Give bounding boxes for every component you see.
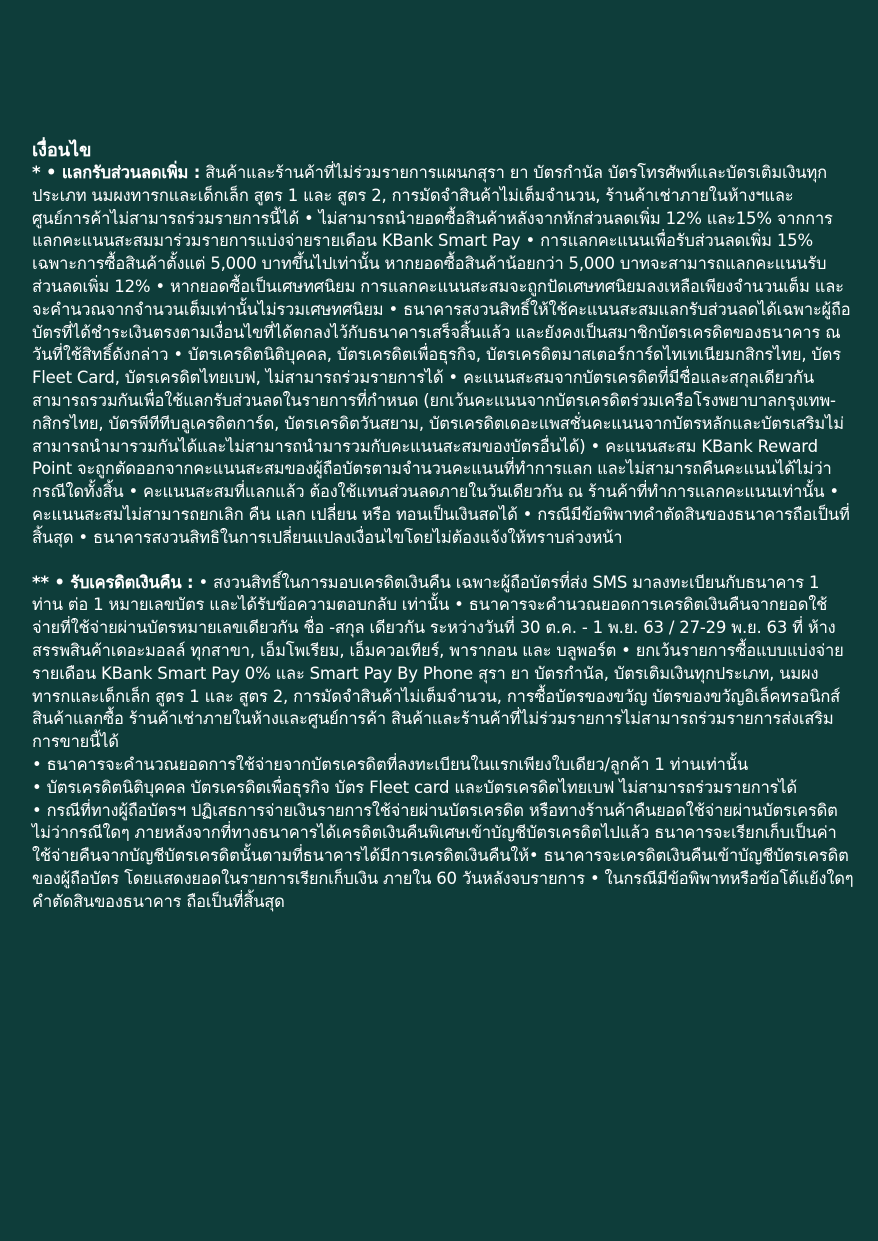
cashback-bullet: • ธนาคารจะคำนวณยอดการใช้จ่ายจากบัตรเครดิตที่ลงทะเบียนในแรกเพียงใบเดียว/ลูกค้า 1 ท่านเท่านั้น	[32, 754, 748, 774]
section-cashback-body: • สงวนสิทธิ์ในการมอบเครดิตเงินคืน เฉพาะผู้ถือบัตรที่ส่ง SMS มาลงทะเบียนกับธนาคาร 1 ท่าน ต่อ 1 หมายเลขบัตร และได้รับข้อความตอบกลับ เท่านั้น • ธนาคารจะคำนวณยอดการเครดิตเงินคืนจากยอดใช้จ่ายที่ใช้จ่ายผ่านบัตรหมายเลขเดียวกัน ชื่อ -สกุล เดียวกัน ระหว่างวันที่ 30 ต.ค. - 1 พ.ย. 63 / 27-29 พ.ย. 63 ที่ ห้างสรรพสินค้าเดอะมอลล์ ทุกสาขา, เอ็มโพเรียม, เอ็มควอเทียร์, พารากอน และ บลูพอร์ต • ยกเว้นรายการซื้อแบบแบ่งจ่ายรายเดือน KBank Smart Pay 0% และ Smart Pay By Phone สุรา ยา บัตรกำนัล, บัตรเติมเงินทุกประเภท, นมผงทารกและเด็กเล็ก สูตร 1 และ สูตร 2, การมัดจำสินค้าไม่เต็มจำนวน, การซื้อบัตรของขวัญ บัตรของขวัญอิเล็คทรอนิกส์ สินค้าแลกซื้อ ร้านค้าเช่าภายในห้างและศูนย์การค้า สินค้าและร้านค้าที่ไม่ร่วมรายการไม่สามารถร่วมรายการส่งเสริมการขายนี้ได้	[32, 572, 844, 752]
cashback-bullet: • บัตรเครดิตนิติบุคคล บัตรเครดิตเพื่อธุรกิจ บัตร Fleet card และบัตรเครดิตไทยเบฟ ไม่สามารถร่วมรายการได้	[32, 777, 797, 797]
section-cashback-lead: ** • รับเครดิตเงินคืน :	[32, 572, 194, 592]
section-cashback	[32, 572, 854, 914]
cashback-bullet: • กรณีที่ทางผู้ถือบัตรฯ ปฏิเสธการจ่ายเงินรายการใช้จ่ายผ่านบัตรเครดิต หรือทางร้านค้าคืนยอดใช้จ่ายผ่านบัตรเครดิตไม่ว่ากรณีใดๆ ภายหลังจากที่ทางธนาคารได้เครดิตเงินคืนพิเศษเข้าบัญชีบัตรเครดิตไปแล้ว ธนาคารจะเรียกเก็บเป็นค่าใช้จ่ายคืนจากบัญชีบัตรเครดิตนั้นตามที่ธนาคารได้มีการเครดิตเงินคืนให้• ธนาคารจะเครดิตเงินคืนเข้าบัญชีบัตรเครดิตของผู้ถือบัตร โดยแสดงยอดในรายการเรียกเก็บเงิน ภายใน 60 วันหลังจบรายการ • ในกรณีมีข้อพิพาทหรือข้อโต้แย้งใดๆ คำตัดสินของธนาคาร ถือเป็นที่สิ้นสุด	[32, 800, 854, 911]
page-title: เงื่อนไข	[32, 140, 92, 161]
section-extra-discount-lead: * • แลกรับส่วนลดเพิ่ม :	[32, 163, 201, 182]
section-extra-discount-body: สินค้าและร้านค้าที่ไม่ร่วมรายการแผนกสุรา ยา บัตรกำนัล บัตรโทรศัพท์และบัตรเติมเงินทุกประเภท นมผงทารกและเด็กเล็ก สูตร 1 และ สูตร 2, การมัดจำสินค้าไม่เต็มจำนวน, ร้านค้าเช่าภายในห้างฯและศูนย์การค้าไม่สามารถร่วมรายการนี้ได้ • ไม่สามารถนำยอดซื้อสินค้าหลังจากหักส่วนลดเพิ่ม 12% และ15% จากการแลกคะแนนสะสมมาร่วมรายการแบ่งจ่ายรายเดือน KBank Smart Pay • การแลกคะแนนเพื่อรับส่วนลดเพิ่ม 15% เฉพาะการซื้อสินค้าตั้งแต่ 5,000 บาทขึ้นไปเท่านั้น หากยอดซื้อสินค้าน้อยกว่า 5,000 บาทจะสามารถแลกคะแนนรับส่วนลดเพิ่ม 12% • หากยอดซื้อเป็นเศษทศนิยม การแลกคะแนนสะสมจะถูกปัดเศษทศนิยมลงเหลือเพียงจำนวนเต็ม และจะคำนวณจากจำนวนเต็มเท่านั้นไม่รวมเศษทศนิยม • ธนาคารสงวนสิทธิ์ให้ใช้คะแนนสะสมแลกรับส่วนลดได้เฉพาะผู้ถือบัตรที่ได้ชำระเงินตรงตามเงื่อนไขที่ได้ตกลงไว้กับธนาคารเสร็จสิ้นแล้ว และยังคงเป็นสมาชิกบัตรเครดิตของธนาคาร ณ วันที่ใช้สิทธิ์ดังกล่าว • บัตรเครดิตนิติบุคคล, บัตรเครดิตเพื่อธุรกิจ, บัตรเครดิตมาสเตอร์การ์ดไทเทเนียมกสิกรไทย, บัตร Fleet Card, บัตรเครดิตไทยเบฟ, ไม่สามารถร่วมรายการได้ • คะแนนสะสมจากบัตรเครดิตที่มีชื่อและสกุลเดียวกัน สามารถรวมกันเพื่อใช้แลกรับส่วนลดในรายการที่กำหนด (ยกเว้นคะแนนจากบัตรเครดิตร่วมเครือโรงพยาบาลกรุงเทพ-กสิกรไทย, บัตรพีทีทีบลูเครดิตการ์ด, บัตรเครดิตวันสยาม, บัตรเครดิตเดอะแพสชั่นคะแนนจากบัตรหลักและบัตรเสริมไม่สามารถนำมารวมกันได้และไม่สามารถนำมารวมกับคะแนนสะสมของบัตรอื่นได้) • คะแนนสะสม KBank Reward Point จะถูกตัดออกจากคะแนนสะสมของผู้ถือบัตรตามจำนวนคะแนนที่ทำการแลก และไม่สามารถคืนคะแนนได้ไม่ว่ากรณีใดทั้งสิ้น • คะแนนสะสมที่แลกแล้ว ต้องใช้แทนส่วนลดภายในวันเดียวกัน ณ ร้านค้าที่ทำการแลกคะแนนเท่านั้น • คะแนนสะสมไม่สามารถยกเลิก คืน แลก เปลี่ยน หรือ ทอนเป็นเงินสดได้ • กรณีมีข้อพิพาทคำตัดสินของธนาคารถือเป็นที่สิ้นสุด • ธนาคารสงวนสิทธิในการเปลี่ยนแปลงเงื่อนไขโดยไม่ต้องแจ้งให้ทราบล่วงหน้า	[32, 163, 851, 547]
section-extra-discount	[32, 162, 854, 550]
